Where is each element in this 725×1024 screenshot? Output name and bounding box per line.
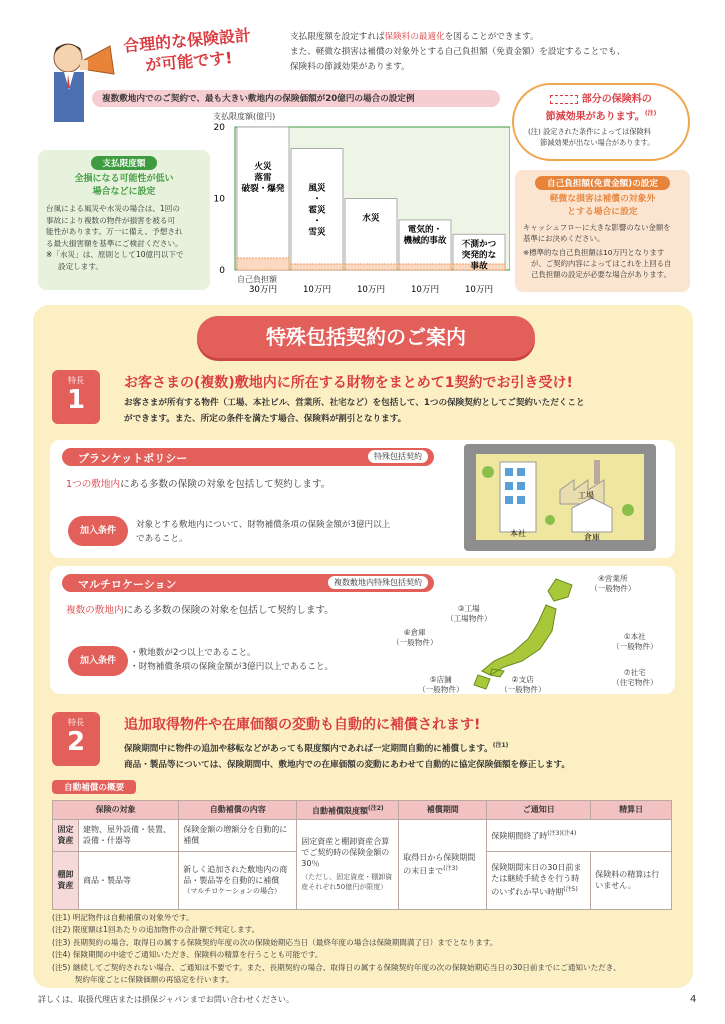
main-title: 特殊包括契約のご案内 xyxy=(197,316,535,358)
chart-category-label: 火災 xyxy=(254,162,272,172)
th-period: 補償期間 xyxy=(399,801,487,820)
footer-text: 詳しくは、取扱代理店または損保ジャパンまでお問い合わせください。 xyxy=(38,995,294,1004)
chart-deductible-bar xyxy=(399,264,451,270)
multi-bar: マルチロケーション 複数敷地内特殊包括契約 xyxy=(62,574,434,592)
row-fixed-content: 保険金額の増額分を自動的に補償 xyxy=(179,819,297,851)
feature2-heading: 追加取得物件や在庫価額の変動も自動的に補償されます! xyxy=(124,717,481,733)
notes: (注1) 明記物件は自動補償の対象外です。 (注2) 限度額は1回あたりの追加物件の合計額で判定します。 (注3) 長期契約の場合、取得日の属する保険契約年度の次の保険始期応当日（最終年度の場合は保険期間満了日）までとなります。 (注4) 保険期間の中途でご通知いただき、保険料の精算を行うことも可能です。 (注5) 継続してご契約されない場合、ご通知は不要です。また、長期契約の場合、取得日の属する保険契約年度の次の保険始期応当日の30日前までにご通知いただき、 契約年度ごとに保険価額の再協定を行います。 xyxy=(52,913,621,985)
chart-category-label: ・ xyxy=(312,194,322,205)
auto-coverage-pill: 自動補償の概要 xyxy=(52,780,136,794)
chart-category-label: 雪災 xyxy=(308,227,326,238)
chart-deductible-value: 10万円 xyxy=(356,285,386,295)
map-warehouse-label: 倉庫 xyxy=(584,533,600,542)
th-content: 自動補償の内容 xyxy=(179,801,297,820)
row-fixed-object: 建物、屋外設備・装置、設備・什器等 xyxy=(79,819,179,851)
row-fixed-notice: 保険期間終了時$^{(注3)(注4)}$ xyxy=(487,819,672,851)
chart-category-label: 落雷 xyxy=(254,173,272,183)
chart-category-label: 風災 xyxy=(308,183,326,194)
period-cell: 取得日から保険期間の末日まで$^{(注3)}$ xyxy=(399,819,487,909)
chart-category-label: 機械的事故 xyxy=(403,235,447,246)
example-bar: 複数敷地内でのご契約で、最も大きい敷地内の保険価額が20億円の場合の設定例 xyxy=(92,90,500,107)
row-inventory-content: 新しく追加された敷地内の商品・製品等を自動的に補償 （マルチロケーションの場合） xyxy=(179,851,297,909)
intro-text: 支払限度額を設定すれば保険料の最適化を図ることができます。 また、軽微な損害は補償の対象外とする自己負担額（免責金額）を設定することでも、 保険料の節減効果があります。 xyxy=(290,32,626,72)
feature2-badge: 特長 2 xyxy=(52,712,100,766)
chart-category-label: 水災 xyxy=(362,213,380,224)
japan-map-illustration xyxy=(460,575,590,690)
chart-deductible-label: 自己負担額 xyxy=(237,275,277,284)
loc-5: ⑤店舗 （一般物件） xyxy=(418,675,464,694)
loc-1: ①本社 （一般物件） xyxy=(612,632,658,651)
chart-category-label: 破裂・爆発 xyxy=(241,184,285,194)
auto-coverage-table xyxy=(52,800,672,910)
multi-cond: ・敷地数が2つ以上であること。 ・財物補償条項の保険金額が3億円以上であること。 xyxy=(130,648,334,672)
chart-category-label: 事故 xyxy=(470,261,488,272)
saving-bubble: 部分の保険料の 節減効果があります。$^{(注)}$ (注) 設定された条件によっては保険料 節減効果が出ない場合があります。 xyxy=(512,83,690,161)
th-notice: ご通知日 xyxy=(487,801,591,820)
feature1-body: お客さまが所有する物件（工場、本社ビル、営業所、社宅など）を包括して、1つの保険契約としてご契約いただくこと ができます。また、所定の条件を満たす場合、保険料が割引となります。 xyxy=(124,398,585,424)
th-settle: 精算日 xyxy=(591,801,672,820)
loc-3: ③工場 （工場物件） xyxy=(446,604,492,623)
chart-category-label: 雹災 xyxy=(308,205,326,216)
chart-bar xyxy=(345,199,397,271)
row-fixed-head: 固定資産 xyxy=(53,819,79,851)
multi-cond-label: 加入条件 xyxy=(68,646,128,676)
deductible-callout: 自己負担額(免責金額)の設定 軽微な損害は補償の対象外 とする場合に設定 キャッシュフローに大きな影響のない金額を 基準にお決めください。 ※標準的な自己負担額は10万円となります が、ご契約内容によってはこれを上回る自 己負担額の設定が必要な場合があります。 xyxy=(515,170,690,292)
chart-bar xyxy=(237,127,289,270)
map-hq-label: 本社 xyxy=(510,529,526,538)
loc-7: ⑦社宅 （住宅物件） xyxy=(612,668,658,687)
blanket-cond-label: 加入条件 xyxy=(68,516,128,546)
chart-deductible-value: 30万円 xyxy=(248,285,278,295)
page-number: 4 xyxy=(690,994,697,1005)
chart-category-label: 不測かつ xyxy=(461,239,497,250)
feature2-body: 保険期間中に物件の追加や移転などがあっても限度額内であれば一定期間自動的に補償します。$^{(注1)}$ 商品・製品等については、保険期間中、敷地内での在庫価額の変動にあわせて自動的に協定保険価額を修正します。 xyxy=(124,742,571,770)
chart-ytick: 0 xyxy=(219,266,225,276)
chart-deductible-value: 10万円 xyxy=(410,285,440,295)
blanket-cond: 対象とする敷地内について、財物補償条項の保険金額が3億円以上 であること。 xyxy=(136,520,391,544)
row-inventory-settle: 保険料の精算は行いません。 xyxy=(591,851,672,909)
deductible-pill: 自己負担額(免責金額)の設定 xyxy=(535,176,670,190)
chart-category-label: 電気的・ xyxy=(407,224,443,235)
chart-deductible-bar xyxy=(345,264,397,270)
feature1-badge: 特長 1 xyxy=(52,370,100,424)
limit-callout: 支払限度額 全損になる可能性が低い 場合などに設定 台風による風災や水災の場合は、1回の 事故により複数の物件が損害を被る可 能性があります。万一に備え、予想され る最大損害額を基準にご検討ください。 ※「水災」は、原則として10億円以下で 設定します。 xyxy=(38,150,210,290)
row-inventory-notice: 保険期間末日の30日前または継続手続きを行う時のいずれか早い時期$^{(注5)}$ xyxy=(487,851,591,909)
blanket-desc: 1つの敷地内にある多数の保険の対象を包括して契約します。 xyxy=(66,479,331,490)
row-inventory-object: 商品・製品等 xyxy=(79,851,179,909)
limit-chart xyxy=(190,110,510,300)
th-limit: 自動補償限度額$^{(注2)}$ xyxy=(297,801,399,820)
chart-deductible-bar xyxy=(237,258,289,270)
loc-4: ④営業所 （一般物件） xyxy=(590,574,636,593)
limit-cell: 固定資産と棚卸資産合算でご契約時の保険金額の30％ （ただし、固定資産・棚卸資産それぞれ50億円が限度） xyxy=(297,819,399,909)
loc-6: ⑥倉庫 （一般物件） xyxy=(392,628,438,647)
site-map-illustration xyxy=(460,440,660,555)
th-object: 保険の対象 xyxy=(53,801,179,820)
chart-ytick: 10 xyxy=(213,194,225,205)
limit-pill: 支払限度額 xyxy=(91,156,158,170)
chart-category-label: 突発的な xyxy=(461,250,497,261)
chart-deductible-value: 10万円 xyxy=(302,285,332,295)
header-title: 合理的な保険設計 が可能です! xyxy=(122,25,252,75)
row-inventory-head: 棚卸資産 xyxy=(53,851,79,909)
loc-2: ②支店 （一般物件） xyxy=(500,675,546,694)
chart-deductible-value: 10万円 xyxy=(464,285,494,295)
multi-desc: 複数の敷地内にある多数の保険の対象を包括して契約します。 xyxy=(66,605,334,616)
map-factory-label: 工場 xyxy=(578,491,594,500)
chart-category-label: ・ xyxy=(312,216,322,227)
feature1-heading: お客さまの(複数)敷地内に所在する財物をまとめて1契約でお引き受け! xyxy=(124,375,573,391)
chart-ytick: 20 xyxy=(213,123,225,133)
blanket-bar: ブランケットポリシー 特殊包括契約 xyxy=(62,448,434,466)
chart-deductible-bar xyxy=(291,264,343,270)
chart-ylabel: 支払限度額(億円) xyxy=(213,112,276,121)
